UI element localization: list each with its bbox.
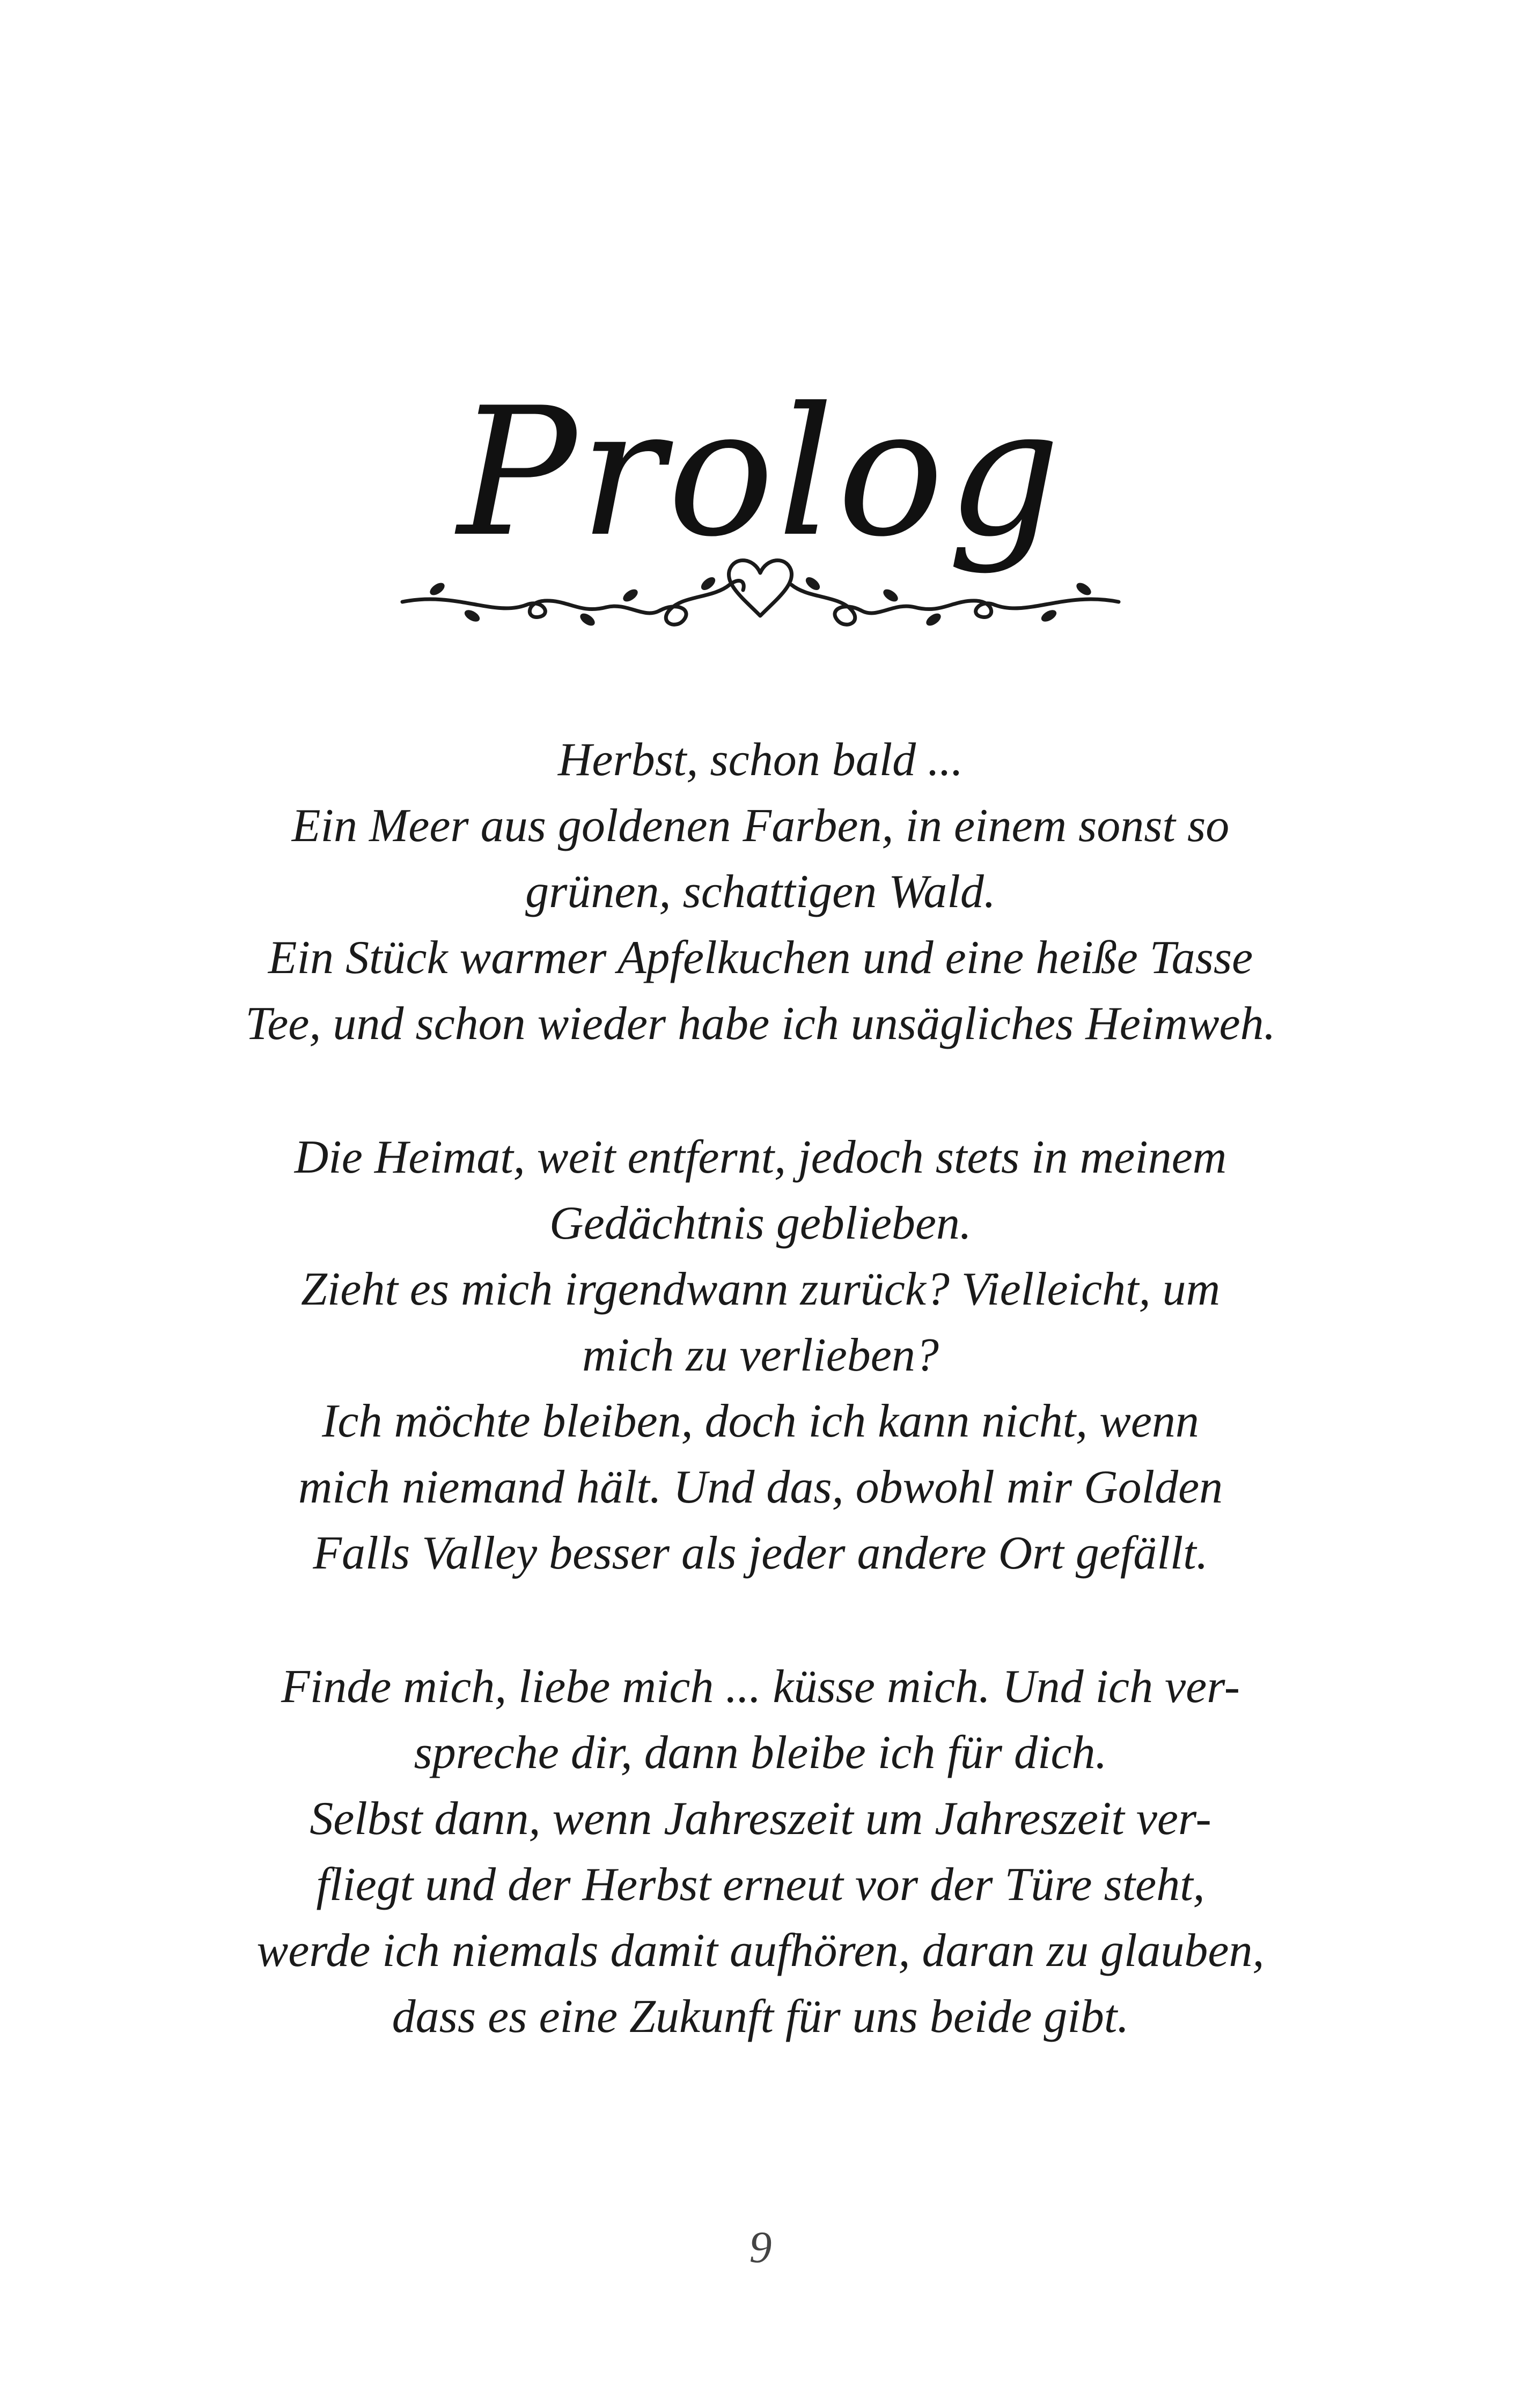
- stanza-3: [0, 1654, 1521, 2050]
- poem-line: Falls Valley besser als jeder andere Ort gefällt.: [313, 1527, 1208, 1579]
- heart-vine-divider-icon: [392, 542, 1129, 649]
- poem-line: Herbst, schon bald ...: [557, 734, 964, 786]
- poem-line: fliegt und der Herbst erneut vor der Türe steht,: [316, 1859, 1205, 1911]
- poem-line: mich niemand hält. Und das, obwohl mir Golden: [298, 1461, 1223, 1513]
- stanza-2: [0, 1124, 1521, 1586]
- poem-line: Zieht es mich irgendwann zurück? Vielleicht, um: [300, 1263, 1221, 1315]
- poem-line: Ein Meer aus goldenen Farben, in einem sonst so: [291, 800, 1230, 852]
- poem-line: Finde mich, liebe mich ... küsse mich. Und ich ver-: [281, 1661, 1240, 1713]
- poem-line: spreche dir, dann bleibe ich für dich.: [414, 1727, 1107, 1779]
- poem-line: grünen, schattigen Wald.: [525, 866, 996, 918]
- poem-line: Ein Stück warmer Apfelkuchen und eine heiße Tasse: [268, 932, 1253, 984]
- poem-line: Ich möchte bleiben, doch ich kann nicht, wenn: [322, 1395, 1199, 1447]
- poem-line: Selbst dann, wenn Jahreszeit um Jahreszeit ver-: [310, 1793, 1211, 1845]
- chapter-title: Prolog: [457, 370, 1064, 576]
- poem-line: dass es eine Zukunft für uns beide gibt.: [392, 1991, 1129, 2043]
- stanza-1: [0, 727, 1521, 1057]
- poem-line: Die Heimat, weit entfernt, jedoch stets in meinem: [294, 1131, 1227, 1183]
- poem-line: Tee, und schon wieder habe ich unsägliches Heimweh.: [245, 998, 1276, 1050]
- prologue-poem: [0, 727, 1521, 2117]
- page-number: 9: [749, 2222, 772, 2272]
- poem-line: Gedächtnis geblieben.: [549, 1197, 972, 1249]
- poem-line: mich zu verlieben?: [582, 1329, 939, 1381]
- poem-line: werde ich niemals damit aufhören, daran zu glauben,: [256, 1925, 1265, 1977]
